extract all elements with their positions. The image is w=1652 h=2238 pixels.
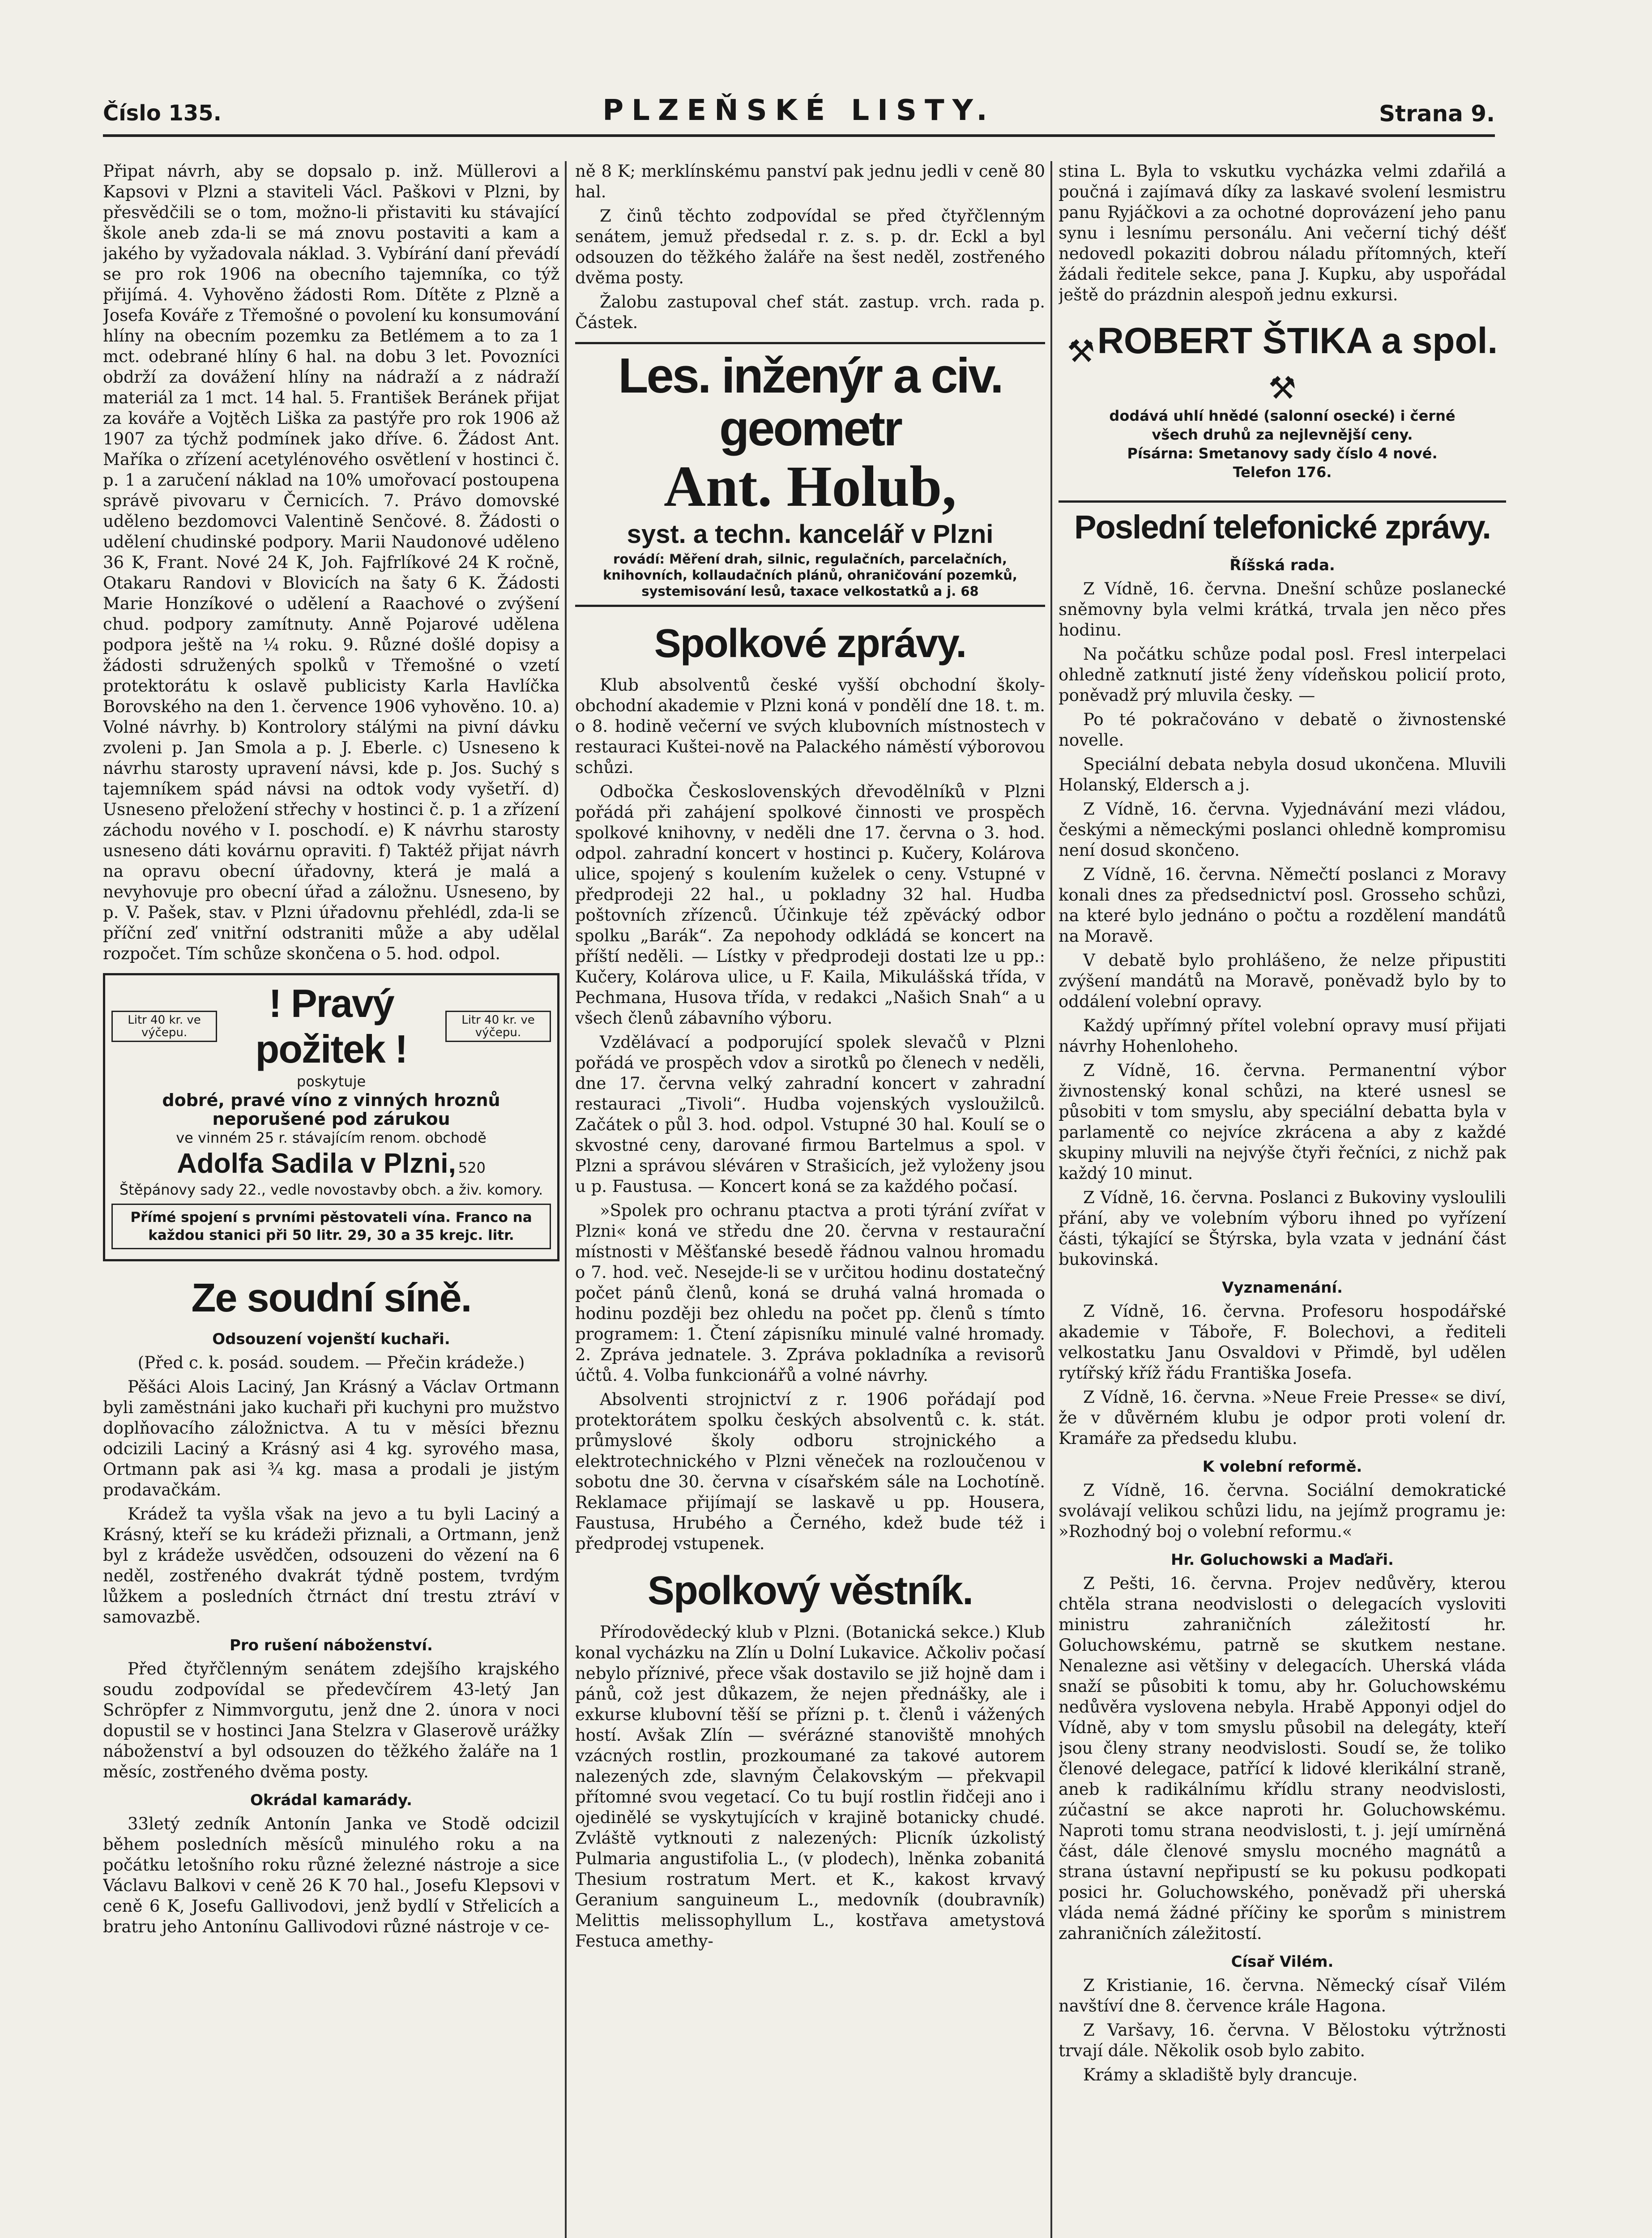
ad-text: všech druhů za nejlevnější ceny. bbox=[1152, 426, 1413, 443]
ad-number: 68 bbox=[960, 584, 979, 599]
news-item: Z Kristianie, 16. června. Německý císař Vilém navštíví dne 8. července krále Hagona. bbox=[1059, 1975, 1506, 2016]
article-heading: K volební reformě. bbox=[1202, 1457, 1362, 1476]
price-box-right: Litr 40 kr. ve výčepu. bbox=[445, 1011, 551, 1042]
article-heading: Říšská rada. bbox=[1229, 556, 1335, 574]
article-heading: Okrádal kamarády. bbox=[250, 1791, 412, 1809]
ad-headline: Les. inženýr a civ. geometr bbox=[618, 348, 1002, 456]
news-item: Z Pešti, 16. června. Projev nedůvěry, kterou chtěla strana neodvislosti o delegacích vysloviti ministru zahraničních záležitostí hr. Goluchowskému, patrně se skutkem nestane. Nenalezne asi většiny v delegacích. Uherská vláda snaží se působiti k tomu, aby hr. Goluchowskému nedůvěra vyslovena nebyla. Hrabě Apponyi odjel do Vídně, aby v tom smyslu působil na delegáty, kteří jsou členy strany neodvislosti. Soudí se, že toliko členové delegace, patřící k lidové klerikální straně, aneb k radikálnímu křídlu strany neodvislosti, zúčastní se akce naproti hr. Goluchowskému. Naproti tomu strana neodvislosti, t. j. její umírněná část, dále členové smyslu mocného magnátů a strana ústavní nepřipustí se ku pokusu podkopati posici hr. Goluchowského, poněvadž při uherská vláda nemá žádné příčiny ke sporům s ministrem zahraničních záležitostí. bbox=[1059, 1573, 1506, 1943]
article-paragraph: Absolventi strojnictví z r. 1906 pořádají pod protektorátem spolku českých absolventů c. k. stát. průmyslové školy odboru strojnického a elektrotechnického v Plzni věneček na rozloučenou v sobotu dne 30. června v císařském sále na Lochotíně. Reklamace přijímají se laskavě u pp. Housera, Faustusa, Hrubého a Černého, kdež bude též i předprodej vstupenek. bbox=[575, 1390, 1045, 1553]
ad-text: ve vinném 25 r. stávajícím renom. obchodě bbox=[176, 1129, 487, 1146]
ad-services: rovádí: Měření drah, silnic, regulačních, parcelačních, knihovních, kollaudačních plánů, ohraničování pozemků, systemisování lesů, taxace velkostatků a j. bbox=[603, 551, 1017, 599]
page-number: Strana 9. bbox=[1379, 101, 1495, 127]
article-heading: Vyznamenání. bbox=[1222, 1278, 1343, 1297]
column-1 bbox=[103, 161, 559, 2238]
news-item: Z Vídně, 16. června. Profesoru hospodářské akademie v Táboře, F. Bolechovi, a řediteli velkostatku Janu Osvaldovi v Přimdě, byl udělen rytířský kříž řádu Františka Josefa. bbox=[1059, 1301, 1506, 1383]
article-paragraph: Z činů těchto zodpovídal se před čtyřčlenným senátem, jemuž předsedal r. z. s. p. dr. Eckl a byl odsouzen do těžkého žaláře na šest neděl, zostřeného dvěma posty. bbox=[575, 206, 1045, 287]
article-paragraph: Přírodovědecký klub v Plzni. (Botanická sekce.) Klub konal vycházku na Zlín u Dolní Lukavice. Ačkoliv počasí nebylo příznivé, přece však dostavilo se již hojně dam i pánů, což jest důkazem, že nejen přednášky, ale i exkurse klubovní těší se přízni p. t. členů i vážených hostí. Avšak Zlín — svérázné stanoviště mnohých vzácných rostlin, prozkoumané za takové autorem nalezených zde, slavným Čelakovským — překvapil přítomné svou vegetací. Co tu bují rostlin řidčeji ano i ojedinělé se vyskytujících v krajině botanicky chudé. Zvláště vytknouti z nalezených: Plicník úzkolistý Pulmaria angustifolia L., (v plodech), lněnka zobanitá Thesium rostratum Mert. et K., kakost krvavý Geranium sanguineum L., medovník (doubravník) Melittis melissophyllum L., kostřava ametystová Festuca amethy- bbox=[575, 1623, 1045, 1951]
article-heading: Hr. Goluchowski a Maďaři. bbox=[1171, 1550, 1394, 1569]
column-divider bbox=[1050, 161, 1052, 2238]
ad-text: poskytuje bbox=[296, 1073, 366, 1090]
news-item: Z Vídně, 16. června. Sociální demokratické svolávají velikou schůzi lidu, na jejímž programu je: »Rozhodný boj o volební reformu.« bbox=[1059, 1480, 1506, 1541]
article-paragraph: (Před c. k. posád. soudem. — Přečin krádeže.) bbox=[137, 1353, 525, 1372]
column-3 bbox=[1059, 161, 1506, 2238]
article-paragraph: Krádež ta vyšla však na jevo a tu byli Laciný a Krásný, kteří se ku krádeži přiznali, a Ortmann, jenž byl z krádeže usvědčen, odsouzeni do vězení na 6 neděl, zostřeného dvakrát týdně postem, tvrdým lůžkem a posledních čtrnáct dní trestu ztráví v samovazbě. bbox=[103, 1504, 559, 1627]
article-paragraph: Odbočka Československých dřevodělníků v Plzni pořádá při zahájení spolkové činnosti ve prospěch spolkové knihovny, v neděli dne 17. června o 3. hod. odpol. zahradní koncert v hostinci p. Kučery, Kolárova ulice, spojený s koulením kuželek o ceny. Vstupné v předprodeji 22 hal., u pokladny 32 hal. Hudba poštovních zřízenců. Účinkuje též zpěvácký odbor spolku „Barák“. Za nepohody odkládá se koncert na příští neděli. — Lístky v předprodeji dostati lze u pp.: Kučery, Kolárova ulice, u F. Kaila, Mikulášská třída, v Pechmana, Husova třída, v redakci „Našich Snah“ a u všech členů zábavního výboru. bbox=[575, 782, 1045, 1028]
article-paragraph: »Spolek pro ochranu ptactva a proti týrání zvířat v Plzni« koná ve středu dne 20. června v restaurační místnosti v Měšťanské besedě řádnou valnou hromadu o 7. hod. več. Nesejde-li se v určitou hodinu dostatečný počet pánů členů, koná se druhá valná hromada o hodinu později bez ohledu na počet pp. členů s tímto programem: 1. Čtení zápisníku minulé valné hromady. 2. Zpráva jednatele. 3. Zpráva pokladníka a revisorů účtů. 4. Volba funkcionářů a volné návrhy. bbox=[575, 1201, 1045, 1385]
hammer-pick-icon: ⚒ bbox=[1067, 333, 1095, 370]
section-title: Spolkové zprávy. bbox=[654, 621, 966, 666]
article-paragraph: stina L. Byla to vskutku vycházka velmi zdařilá a poučná i zajímavá díky za laskavé svolení lesmistru panu Ryjáčkovi a za ochotné doprovázení jeho panu synu i lesnímu personálu. Ani večerní tichý déšť nedovedl pokaziti dobrou náladu přítomných, kteří žádali ředitele sekce, pana J. Kupku, aby uspořádal ještě do prázdnin alespoň jednu exkursi. bbox=[1059, 162, 1506, 304]
ad-text: dodává uhlí hnědé (salonní osecké) i černé bbox=[1109, 407, 1456, 424]
news-item: Po té pokračováno v debatě o živnostenské novelle. bbox=[1059, 709, 1506, 750]
article-paragraph: Klub absolventů české vyšší obchodní školy-obchodní akademie v Plzni koná v pondělí dne 18. t. m. o 8. hodině večerní ve svých klubovních místnostech v restauraci Kuštei-nově na Palackého náměstí výborovou schůzi. bbox=[575, 675, 1045, 777]
issue-number: Číslo 135. bbox=[103, 101, 222, 126]
ad-firm-name: ROBERT ŠTIKA a spol. bbox=[1097, 320, 1498, 361]
column-2 bbox=[575, 161, 1045, 2238]
news-item: Z Vídně, 16. června. Vyjednávání mezi vládou, českými a německými poslanci ohledně kompromisu není dosud skončeno. bbox=[1059, 799, 1506, 860]
news-item: Na počátku schůze podal posl. Fresl interpelaci ohledně zatknutí jisté ženy vídeňskou policií proto, poněvadž prý mluvila česky. — bbox=[1059, 644, 1506, 705]
wine-advertisement bbox=[103, 973, 559, 1261]
coal-advertisement bbox=[1059, 314, 1506, 487]
ad-note-box: Přímé spojení s prvními pěstovateli vína. Franco na každou stanici při 50 litr. 29, 30 a 35 krejc. litr. bbox=[111, 1204, 551, 1249]
newspaper-title: PLZEŇSKÉ LISTY. bbox=[602, 94, 995, 127]
article-paragraph: ně 8 K; merklínskému panství pak jednu jedli v ceně 80 hal. bbox=[575, 162, 1045, 201]
news-item: Každý upřímný přítel volební opravy musí přijati návrhy Hohenloheho. bbox=[1059, 1016, 1506, 1056]
section-title: Ze soudní síně. bbox=[191, 1276, 471, 1320]
news-item: Krámy a skladiště byly drancuje. bbox=[1083, 2065, 1358, 2084]
article-paragraph: Vzdělávací a podporující spolek slevačů v Plzni pořádá ve prospěch vdov a sirotků po členech v neděli, dne 17. června velký zahradní koncert v zahradní restauraci „Tivoli“. Hudba vojenských vysloužilců. Začátek o půl 3. hod. odpol. Vstupné 30 hal. Koulí se o skvostné ceny, darované firmou Bartelmus a spol. v Plzni a správou sléváren v Strašicích, jež vyloženy jsou u p. Faustusa. — Koncert koná se za každého počasí. bbox=[575, 1033, 1045, 1196]
article-paragraph: Připat návrh, aby se dopsalo p. inž. Müllerovi a Kapsovi v Plzni a staviteli Václ. Paškovi v Plzni, by přesvědčili se o tom, možno-li přistaviti ku stávající škole aneb zda-li se má znovu postaviti a kam a jakého by vyžadovala náklad. 3. Vybírání daní převádí se pro rok 1906 na obecního tajemníka, co týž přijímá. 4. Vyhověno žádosti Rom. Dítěte z Plzně a Josefa Kováře z Třemošné o povolení ku konsumování hlíny na obecním pozemku za Betlémem a to za 1 mct. odebrané hlíny 6 hal. na dobu 3 let. Povozníci obdrží za dovážení hlíny na nádraží a z nádraží materiál za 1 mct. 14 hal. 5. František Beránek přijat za kováře a Vojtěch Liška za pastýře pro rok 1906 až 1907 za týchž podmínek jako dříve. 6. Žádost Ant. Maříka o zřízení acetylénového osvětlení v hostinci č. p. 1 a zaručení náklad na 10% umořovací postoupena správě pivovaru v Černicích. 7. Právo domovské uděleno bezdomovci Valentině Senčové. 8. Žádosti o udělení chudinské podpory. Marii Naudonové uděleno 36 K, Frant. Nové 24 K, Joh. Fajfrlíkové 24 K ročně, Otakaru Randovi v Blovicích na šaty 6 K. Žádosti Marie Honzíkové o udělení a Raachové o zvýšení chud. podpory zamítnuty. Anně Pojarové udělena podpora ještě na ¼ roku. 9. Různé došlé dopisy a žádosti sdružených spolků v Třemošné o vzetí protektorátu k oslavě publicisty Karla Havlíčka Borovského na den 1. července 1906 vyhověno. 10. a) Volné návrhy. b) Kontrolory stálými na pivní dávku zvoleni p. Jan Smola a p. J. Eberle. c) Usneseno k návrhu starosty upravení návsi, kde p. Jos. Suchý s tajemníkem spád návsi na odtok vody vyšetří. d) Usneseno přeložení střechy v hostinci č. p. 1 a zřízení záchodu nového v I. poschodí. e) K návrhu starosty usneseno dáti kovárnu opraviti. f) Taktéž přijat návrh na opravu obecní úřadovny, která je malá a nevyhovuje pro obecní úřad a záložnu. Usneseno, by p. V. Pašek, stav. v Plzni úřadovnu přehlédl, zda-li se příční zeď vnitřní odstraniti může a aby udělal rozpočet. Tím schůze skončena o 5. hod. odpol. bbox=[103, 162, 559, 963]
ad-address: Štěpánovy sady 22., vedle novostavby obch. a živ. komory. bbox=[119, 1181, 543, 1198]
news-item: Speciální debata nebyla dosud ukončena. Mluvili Holanský, Eldersch a j. bbox=[1059, 754, 1506, 794]
section-title: Spolkový věstník. bbox=[647, 1568, 973, 1613]
ad-text: Telefon 176. bbox=[1233, 463, 1332, 481]
article-paragraph: Před čtyřčlenným senátem zdejšího krajského soudu zodpovídal se předevčírem 43-letý Jan Schröpfer z Nimmvorgutu, jenž dne 2. února v noci dopustil se v hostinci Jana Stelzra v Glaserově urážky náboženství a byl odsouzen do těžkého žaláře na 1 měsíc, zostřeného dvěma posty. bbox=[103, 1659, 559, 1781]
news-item: Z Vídně, 16. června. Dnešní schůze poslanecké sněmovny byla velmi krátká, trvala jen něco přes hodinu. bbox=[1059, 579, 1506, 640]
news-item: Z Vídně, 16. června. Permanentní výbor živnostenský konal schůzi, na které usnesl se působiti v tom smyslu, aby speciální debatta byla v parlamentě co nejvíce zkrácena a aby z každé skupiny mluvili na nejvýše čtyři řečníci, z nichž pak každý 10 minut. bbox=[1059, 1060, 1506, 1183]
surveyor-advertisement bbox=[575, 342, 1045, 607]
ad-text: Písárna: Smetanovy sady číslo 4 nové. bbox=[1127, 444, 1438, 462]
article-paragraph: Pěšáci Alois Laciný, Jan Krásný a Václav Ortmann byli zaměstnáni jako kuchaři při kuchyni pro mužstvo doplňovacího záložnictva. A tu v měsíci březnu odcizili Laciný a Krásný asi 4 kg. syrového masa, Ortmann pak asi ¾ kg. masa a prodali je jistým prodavačkám. bbox=[103, 1377, 559, 1499]
column-divider bbox=[565, 161, 567, 2238]
article-paragraph: Žalobu zastupoval chef stát. zastup. vrch. rada p. Částek. bbox=[575, 292, 1045, 332]
ad-name: Ant. Holub, bbox=[664, 454, 956, 519]
masthead bbox=[103, 92, 1495, 137]
ad-headline: ! Pravý požitek ! bbox=[255, 981, 407, 1071]
news-item: Z Varšavy, 16. června. V Bělostoku výtržnosti trvají dále. Několik osob bylo zabito. bbox=[1059, 2020, 1506, 2060]
ad-text: dobré, pravé víno z vinných hroznů neporušené pod zárukou bbox=[162, 1090, 500, 1129]
section-title: Poslední telefonické zprávy. bbox=[1059, 500, 1506, 547]
news-item: Z Vídně, 16. června. Poslanci z Bukoviny vysloulili přání, aby ve volebním výboru ihned po vyřízení části, týkající se Štýrska, byla vzata v jednání část bukovinská. bbox=[1059, 1187, 1506, 1269]
news-item: Z Vídně, 16. června. »Neue Freie Presse« se diví, že v důvěrném klubu je odpor proti volení dr. Kramáře za předsedu klubu. bbox=[1059, 1387, 1506, 1448]
ad-subtitle: syst. a techn. kancelář v Plzni bbox=[627, 520, 994, 549]
article-heading: Odsouzení vojenští kuchaři. bbox=[212, 1330, 450, 1348]
article-heading: Pro rušení náboženství. bbox=[230, 1636, 433, 1654]
article-heading: Císař Vilém. bbox=[1231, 1952, 1334, 1971]
ad-firm-name: Adolfa Sadila v Plzni, bbox=[177, 1148, 456, 1179]
ad-number: 520 bbox=[458, 1159, 486, 1176]
price-box-left: Litr 40 kr. ve výčepu. bbox=[111, 1011, 217, 1042]
article-paragraph: 33letý zedník Antonín Janka ve Stodě odcizil během posledních měsíců minulého roku a na počátku letošního roku různé železné nástroje a sice Václavu Balkovi v ceně 26 K 70 hal., Josefu Klepsovi v ceně 6 K, Josefu Gallivodovi, jenž bydlí v Střelicích a bratru jeho Antonínu Gallivodovi různé nástroje v ce- bbox=[103, 1814, 559, 1936]
hammer-pick-icon: ⚒ bbox=[1268, 369, 1297, 406]
news-item: V debatě bylo prohlášeno, že nelze připustiti zvýšení mandátů na Moravě, poněvadž bylo by to oddálení volební opravy. bbox=[1059, 950, 1506, 1011]
news-item: Z Vídně, 16. června. Němečtí poslanci z Moravy konali dnes za předsednictví posl. Grosseho schůzi, na které bylo jednáno o počtu a rozdělení mandátů na Moravě. bbox=[1059, 864, 1506, 946]
